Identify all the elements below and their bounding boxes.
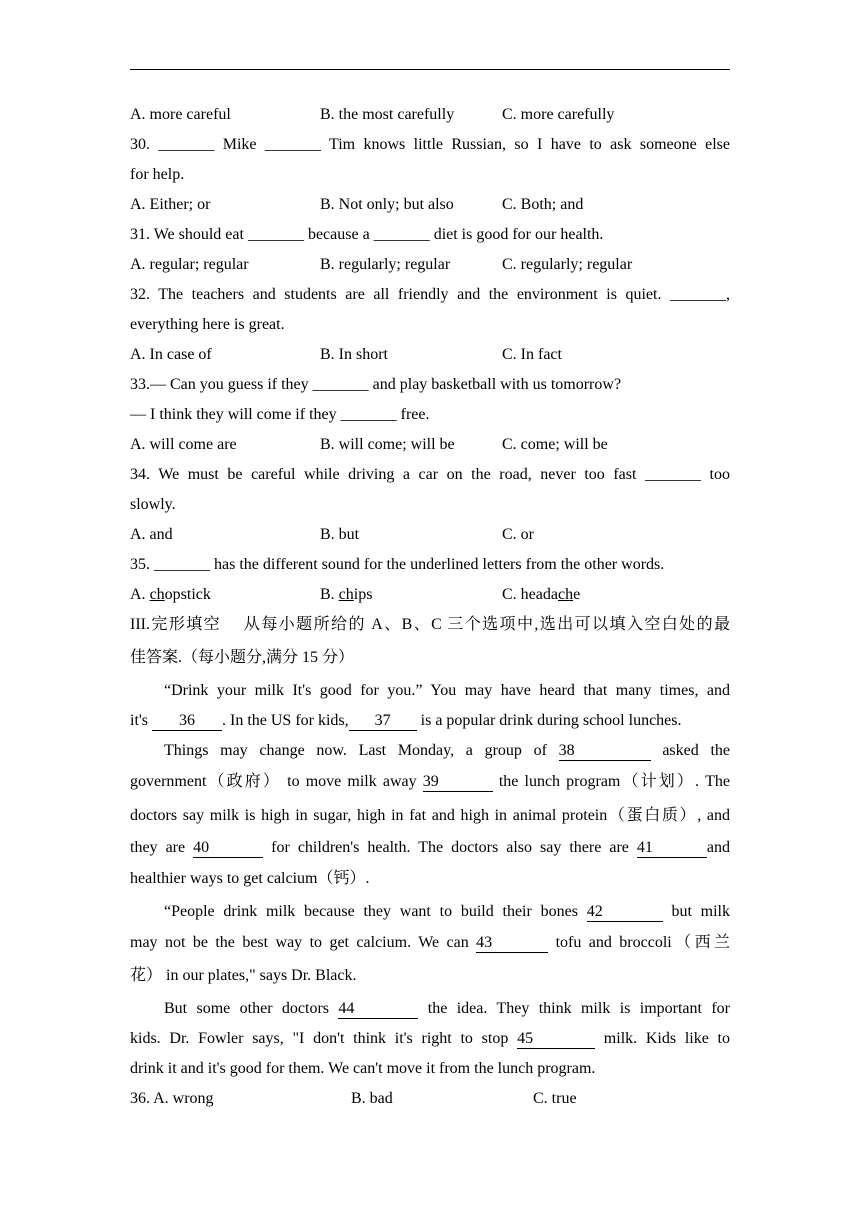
section-heading: III.完形填空 从每小题所给的 A、B、C 三个选项中,选出可以填入空白处的最 bbox=[130, 616, 730, 633]
blank-45: 45 bbox=[517, 1030, 595, 1049]
q29-option-a: A. more careful bbox=[130, 106, 231, 123]
blank-42: 42 bbox=[587, 903, 663, 922]
blank-41: 41 bbox=[637, 839, 707, 858]
passage-p2-line5: healthier ways to get calcium（钙）. bbox=[130, 870, 370, 887]
q30-stem-cont: for help. bbox=[130, 166, 185, 183]
q32-option-b: B. In short bbox=[320, 346, 388, 363]
blank-40: 40 bbox=[193, 839, 263, 858]
passage-p2-line4: they are 40 for children's health. The doctors also say there are 41 and bbox=[130, 839, 731, 856]
blank-39: 39 bbox=[423, 773, 493, 792]
passage-p3-line1: “People drink milk because they want to build their bones 42 but milk bbox=[164, 903, 730, 920]
q30-option-c: C. Both; and bbox=[502, 196, 584, 213]
blank-38: 38 bbox=[559, 742, 651, 761]
passage-p3-line3: 花） in our plates," says Dr. Black. bbox=[130, 967, 357, 984]
passage-p4-line2: kids. Dr. Fowler says, "I don't think it's right to stop 45 milk. Kids like to bbox=[130, 1030, 731, 1047]
passage-p3-line2: may not be the best way to get calcium. We can 43 tofu and broccoli（西兰 bbox=[130, 934, 730, 951]
q33-option-c: C. come; will be bbox=[502, 436, 608, 453]
blank-36: 36 bbox=[152, 712, 222, 731]
q31-option-a: A. regular; regular bbox=[130, 256, 249, 273]
q34-stem-cont: slowly. bbox=[130, 496, 176, 513]
passage-p4-line1: But some other doctors 44 the idea. They think milk is important for bbox=[164, 1000, 731, 1017]
q30-option-a: A. Either; or bbox=[130, 196, 211, 213]
q32-stem-cont: everything here is great. bbox=[130, 316, 285, 333]
q33-stem-cont: — I think they will come if they _______ free. bbox=[130, 406, 430, 423]
q31-stem: 31. We should eat _______ because a _______ diet is good for our health. bbox=[130, 226, 604, 243]
q31-option-b: B. regularly; regular bbox=[320, 256, 451, 273]
q35-stem: 35. _______ has the different sound for the underlined letters from the other words. bbox=[130, 556, 665, 573]
q29-option-b: B. the most carefully bbox=[320, 106, 455, 123]
q35-option-a: A. chopstick bbox=[130, 586, 211, 603]
section-heading-cont: 佳答案.（每小题分,满分 15 分） bbox=[130, 649, 355, 666]
q34-stem: 34. We must be careful while driving a car on the road, never too fast _______ too bbox=[130, 466, 730, 483]
blank-44: 44 bbox=[338, 1000, 418, 1019]
passage-p2-line2: government（政府） to move milk away 39 the lunch program（计划）. The bbox=[130, 773, 730, 790]
q36-option-c: C. true bbox=[533, 1090, 577, 1107]
q30-option-b: B. Not only; but also bbox=[320, 196, 454, 213]
q35-option-c: C. headаche bbox=[502, 586, 581, 603]
q34-option-a: A. and bbox=[130, 526, 173, 543]
passage-p2-line1: Things may change now. Last Monday, a group of 38 asked the bbox=[164, 742, 731, 759]
q32-option-c: C. In fact bbox=[502, 346, 562, 363]
passage-p1-line1: “Drink your milk It's good for you.” You may have heard that many times, and bbox=[164, 682, 730, 699]
q34-option-c: C. or bbox=[502, 526, 534, 543]
q32-option-a: A. In case of bbox=[130, 346, 212, 363]
passage-p4-line3: drink it and it's good for them. We can't move it from the lunch program. bbox=[130, 1060, 596, 1077]
q31-option-c: C. regularly; regular bbox=[502, 256, 633, 273]
passage-p1-line2: it's 36 . In the US for kids, 37 is a popular drink during school lunches. bbox=[130, 712, 682, 729]
blank-43: 43 bbox=[476, 934, 548, 953]
q36-option-a: 36. A. wrong bbox=[130, 1090, 214, 1107]
q32-stem: 32. The teachers and students are all friendly and the environment is quiet. _______, bbox=[130, 286, 730, 303]
passage-p2-line3: doctors say milk is high in sugar, high in fat and high in animal protein（蛋白质）, and bbox=[130, 807, 730, 824]
blank-37: 37 bbox=[349, 712, 417, 731]
q36-option-b: B. bad bbox=[351, 1090, 393, 1107]
q34-option-b: B. but bbox=[320, 526, 360, 543]
q35-option-b: B. chips bbox=[320, 586, 373, 603]
q29-option-c: C. more carefully bbox=[502, 106, 615, 123]
q33-option-b: B. will come; will be bbox=[320, 436, 455, 453]
q33-option-a: A. will come are bbox=[130, 436, 237, 453]
q33-stem: 33.— Can you guess if they _______ and play basketball with us tomorrow? bbox=[130, 376, 622, 393]
header-rule bbox=[130, 69, 730, 70]
q30-stem: 30. _______ Mike _______ Tim knows little Russian, so I have to ask someone else bbox=[130, 136, 730, 153]
